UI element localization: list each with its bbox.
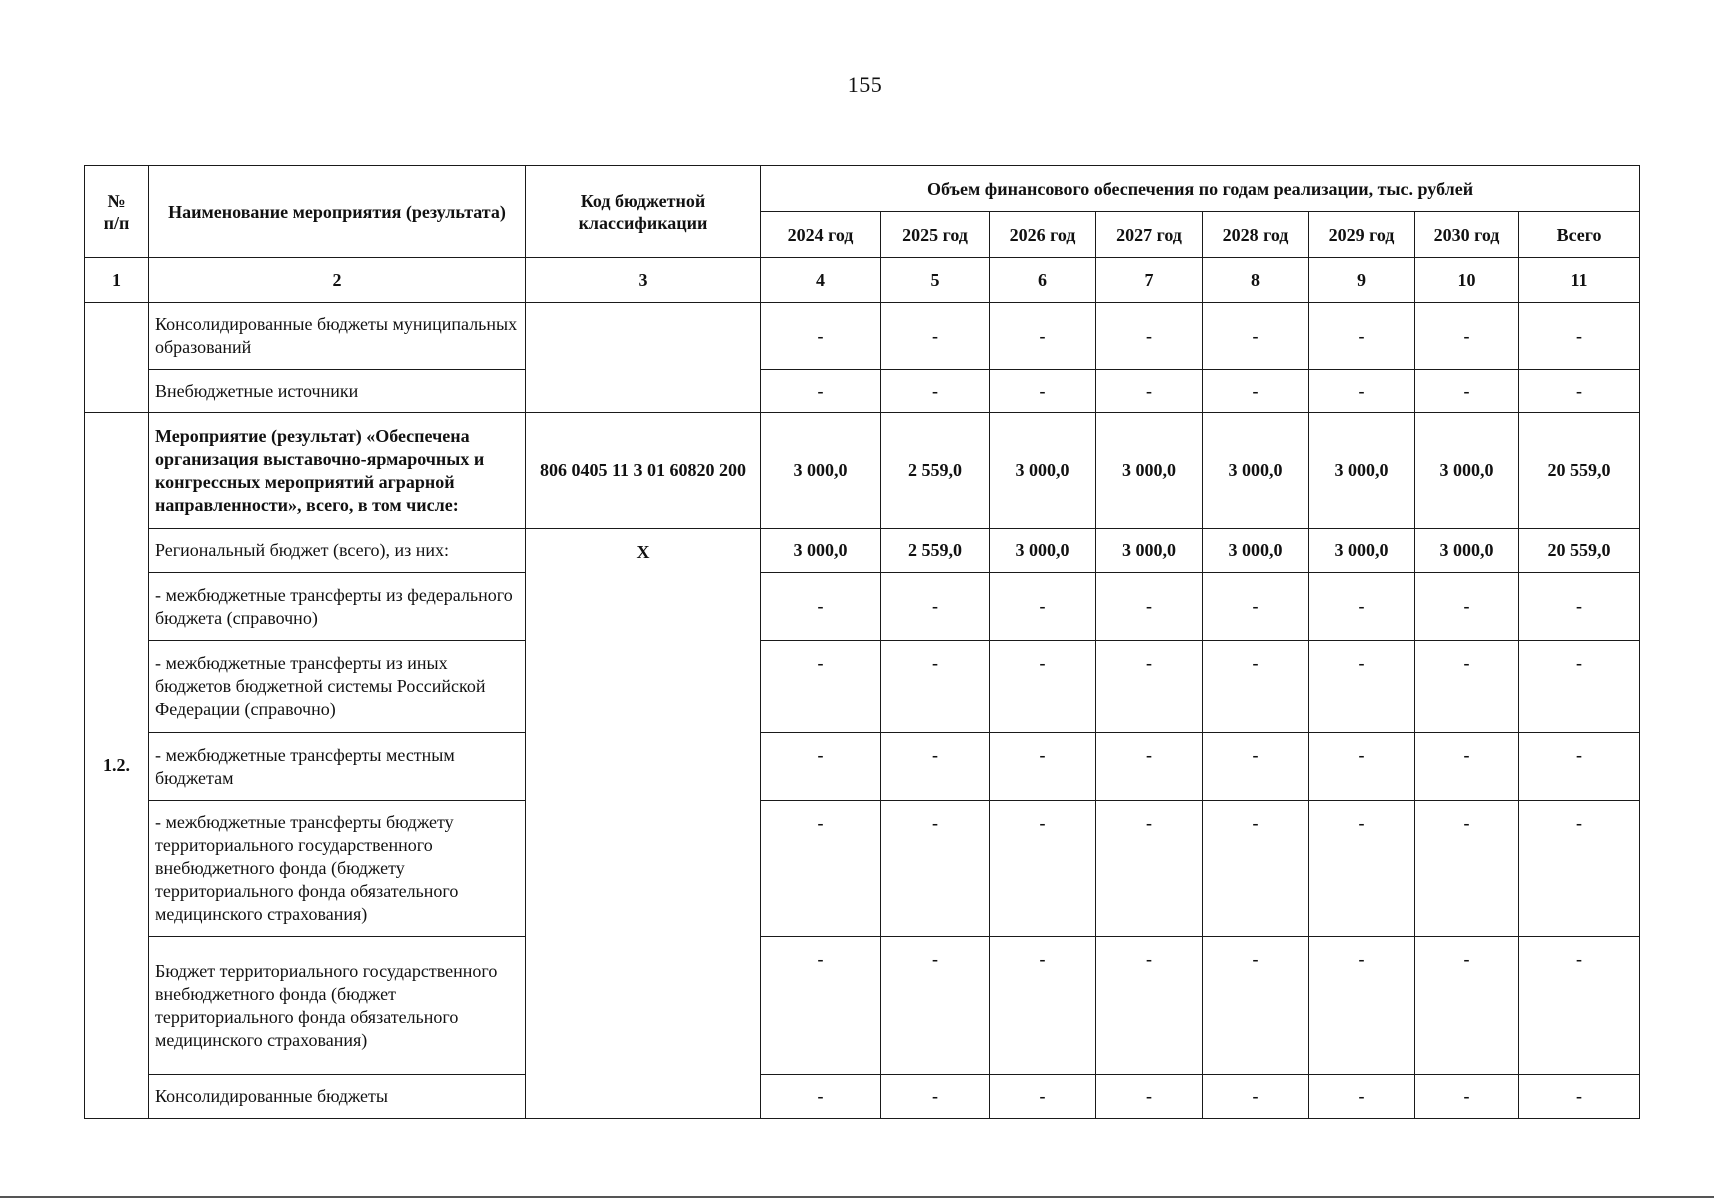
- column-number: 5: [881, 258, 990, 303]
- cell-value: -: [1096, 937, 1203, 1075]
- cell-value: -: [1415, 801, 1519, 937]
- cell-value: 3 000,0: [1309, 413, 1415, 529]
- table-row: [85, 413, 1640, 529]
- column-numbers-row: [85, 258, 1640, 303]
- cell-value: -: [1519, 801, 1640, 937]
- table-row: [85, 1075, 1640, 1119]
- cell-value: 2 559,0: [881, 529, 990, 573]
- cell-value: -: [990, 937, 1096, 1075]
- cell-value: 3 000,0: [761, 529, 881, 573]
- cell-value: -: [990, 303, 1096, 370]
- row-name: - межбюджетные трансферты местным бюджетам: [149, 733, 526, 801]
- cell-value: -: [1309, 573, 1415, 641]
- row-name: Мероприятие (результат) «Обеспечена организация выставочно-ярмарочных и конгрессных мероприятий аграрной направленности», всего, в том числе:: [149, 413, 526, 529]
- cell-value: 3 000,0: [990, 413, 1096, 529]
- cell-value: -: [990, 573, 1096, 641]
- column-number: 6: [990, 258, 1096, 303]
- cell-value: 3 000,0: [1415, 529, 1519, 573]
- cell-value: -: [1415, 370, 1519, 413]
- column-number: 9: [1309, 258, 1415, 303]
- cell-value: -: [1203, 573, 1309, 641]
- cell-value: -: [1096, 370, 1203, 413]
- cell-value: -: [1203, 641, 1309, 733]
- header-year-2024: 2024 год: [761, 212, 881, 258]
- cell-value: -: [1203, 370, 1309, 413]
- cell-value: 20 559,0: [1519, 413, 1640, 529]
- cell-value: -: [1415, 573, 1519, 641]
- cell-value: -: [1519, 733, 1640, 801]
- header-funding-group: Объем финансового обеспечения по годам реализации, тыс. рублей: [761, 166, 1640, 212]
- cell-value: -: [1519, 1075, 1640, 1119]
- page-bottom-edge: [0, 1196, 1714, 1198]
- cell-value: -: [881, 937, 990, 1075]
- cell-value: -: [1203, 733, 1309, 801]
- page-number: 155: [847, 72, 883, 97]
- cell-value: -: [1096, 573, 1203, 641]
- column-number: 11: [1519, 258, 1640, 303]
- cell-value: -: [761, 733, 881, 801]
- cell-value: -: [1415, 641, 1519, 733]
- table-row: [85, 937, 1640, 1075]
- cell-value: 3 000,0: [1309, 529, 1415, 573]
- cell-value: -: [1519, 573, 1640, 641]
- header-year-2025: 2025 год: [881, 212, 990, 258]
- cell-value: -: [1096, 733, 1203, 801]
- row-name: - межбюджетные трансферты бюджету территориального государственного внебюджетного фонда (бюджету территориального фонда обязательного медицинского страхования): [149, 801, 526, 937]
- cell-value: -: [881, 801, 990, 937]
- cell-value: 3 000,0: [1415, 413, 1519, 529]
- header-year-2026: 2026 год: [990, 212, 1096, 258]
- cell-value: -: [761, 370, 881, 413]
- table-row: [85, 303, 1640, 370]
- row-index-empty: [85, 303, 149, 413]
- cell-value: -: [761, 1075, 881, 1119]
- table-row: [85, 641, 1640, 733]
- cell-value: -: [881, 641, 990, 733]
- cell-value: -: [1309, 303, 1415, 370]
- row-code: 806 0405 11 3 01 60820 200: [526, 413, 761, 529]
- column-number: 10: [1415, 258, 1519, 303]
- cell-value: -: [881, 1075, 990, 1119]
- column-number: 3: [526, 258, 761, 303]
- table-row: [85, 733, 1640, 801]
- cell-value: -: [761, 573, 881, 641]
- row-name: Консолидированные бюджеты муниципальных образований: [149, 303, 526, 370]
- column-number: 2: [149, 258, 526, 303]
- cell-value: -: [1309, 1075, 1415, 1119]
- table-row: [85, 573, 1640, 641]
- cell-value: -: [1203, 937, 1309, 1075]
- cell-value: -: [1519, 641, 1640, 733]
- cell-value: -: [1096, 801, 1203, 937]
- cell-value: -: [990, 801, 1096, 937]
- header-num: № п/п: [85, 166, 149, 258]
- cell-value: -: [1096, 641, 1203, 733]
- header-total: Всего: [1519, 212, 1640, 258]
- table-row: [85, 529, 1640, 573]
- cell-value: -: [1415, 733, 1519, 801]
- cell-value: -: [881, 573, 990, 641]
- cell-value: -: [990, 733, 1096, 801]
- cell-value: -: [1309, 370, 1415, 413]
- cell-value: -: [1096, 303, 1203, 370]
- header-name: Наименование мероприятия (результата): [149, 166, 526, 258]
- header-code: Код бюджетной классификации: [526, 166, 761, 258]
- cell-value: -: [1309, 733, 1415, 801]
- column-number: 1: [85, 258, 149, 303]
- header-year-2028: 2028 год: [1203, 212, 1309, 258]
- cell-value: -: [1203, 801, 1309, 937]
- cell-value: 3 000,0: [1096, 413, 1203, 529]
- row-index: 1.2.: [85, 413, 149, 1119]
- row-name: Внебюджетные источники: [149, 370, 526, 413]
- cell-value: 3 000,0: [1096, 529, 1203, 573]
- cell-value: -: [1519, 303, 1640, 370]
- cell-value: -: [1309, 641, 1415, 733]
- column-number: 7: [1096, 258, 1203, 303]
- header-year-2029: 2029 год: [1309, 212, 1415, 258]
- cell-value: -: [881, 733, 990, 801]
- cell-value: -: [761, 937, 881, 1075]
- cell-value: -: [1096, 1075, 1203, 1119]
- cell-value: -: [1309, 937, 1415, 1075]
- cell-value: -: [881, 370, 990, 413]
- header-year-2027: 2027 год: [1096, 212, 1203, 258]
- row-name: Региональный бюджет (всего), из них:: [149, 529, 526, 573]
- cell-value: 3 000,0: [761, 413, 881, 529]
- row-name: Консолидированные бюджеты: [149, 1075, 526, 1119]
- cell-value: -: [1309, 801, 1415, 937]
- cell-value: -: [1519, 937, 1640, 1075]
- cell-value: 20 559,0: [1519, 529, 1640, 573]
- header-year-2030: 2030 год: [1415, 212, 1519, 258]
- budget-table: [84, 165, 1640, 1119]
- row-name: Бюджет территориального государственного внебюджетного фонда (бюджет территориального фонда обязательного медицинского страхования): [149, 937, 526, 1075]
- cell-value: -: [1415, 937, 1519, 1075]
- cell-value: -: [881, 303, 990, 370]
- cell-value: -: [990, 370, 1096, 413]
- cell-value: 3 000,0: [990, 529, 1096, 573]
- cell-value: -: [1415, 1075, 1519, 1119]
- cell-value: -: [990, 641, 1096, 733]
- cell-value: 2 559,0: [881, 413, 990, 529]
- cell-value: -: [990, 1075, 1096, 1119]
- row-code-empty: [526, 303, 761, 413]
- cell-value: -: [761, 303, 881, 370]
- row-name: - межбюджетные трансферты из иных бюджетов бюджетной системы Российской Федерации (справочно): [149, 641, 526, 733]
- table-row: [85, 801, 1640, 937]
- cell-value: -: [1203, 1075, 1309, 1119]
- cell-value: -: [761, 641, 881, 733]
- cell-value: -: [1519, 370, 1640, 413]
- row-name: - межбюджетные трансферты из федерального бюджета (справочно): [149, 573, 526, 641]
- cell-value: -: [1415, 303, 1519, 370]
- row-code: Х: [526, 529, 761, 1119]
- cell-value: -: [1203, 303, 1309, 370]
- cell-value: -: [761, 801, 881, 937]
- cell-value: 3 000,0: [1203, 413, 1309, 529]
- table-row: [85, 370, 1640, 413]
- column-number: 8: [1203, 258, 1309, 303]
- column-number: 4: [761, 258, 881, 303]
- cell-value: 3 000,0: [1203, 529, 1309, 573]
